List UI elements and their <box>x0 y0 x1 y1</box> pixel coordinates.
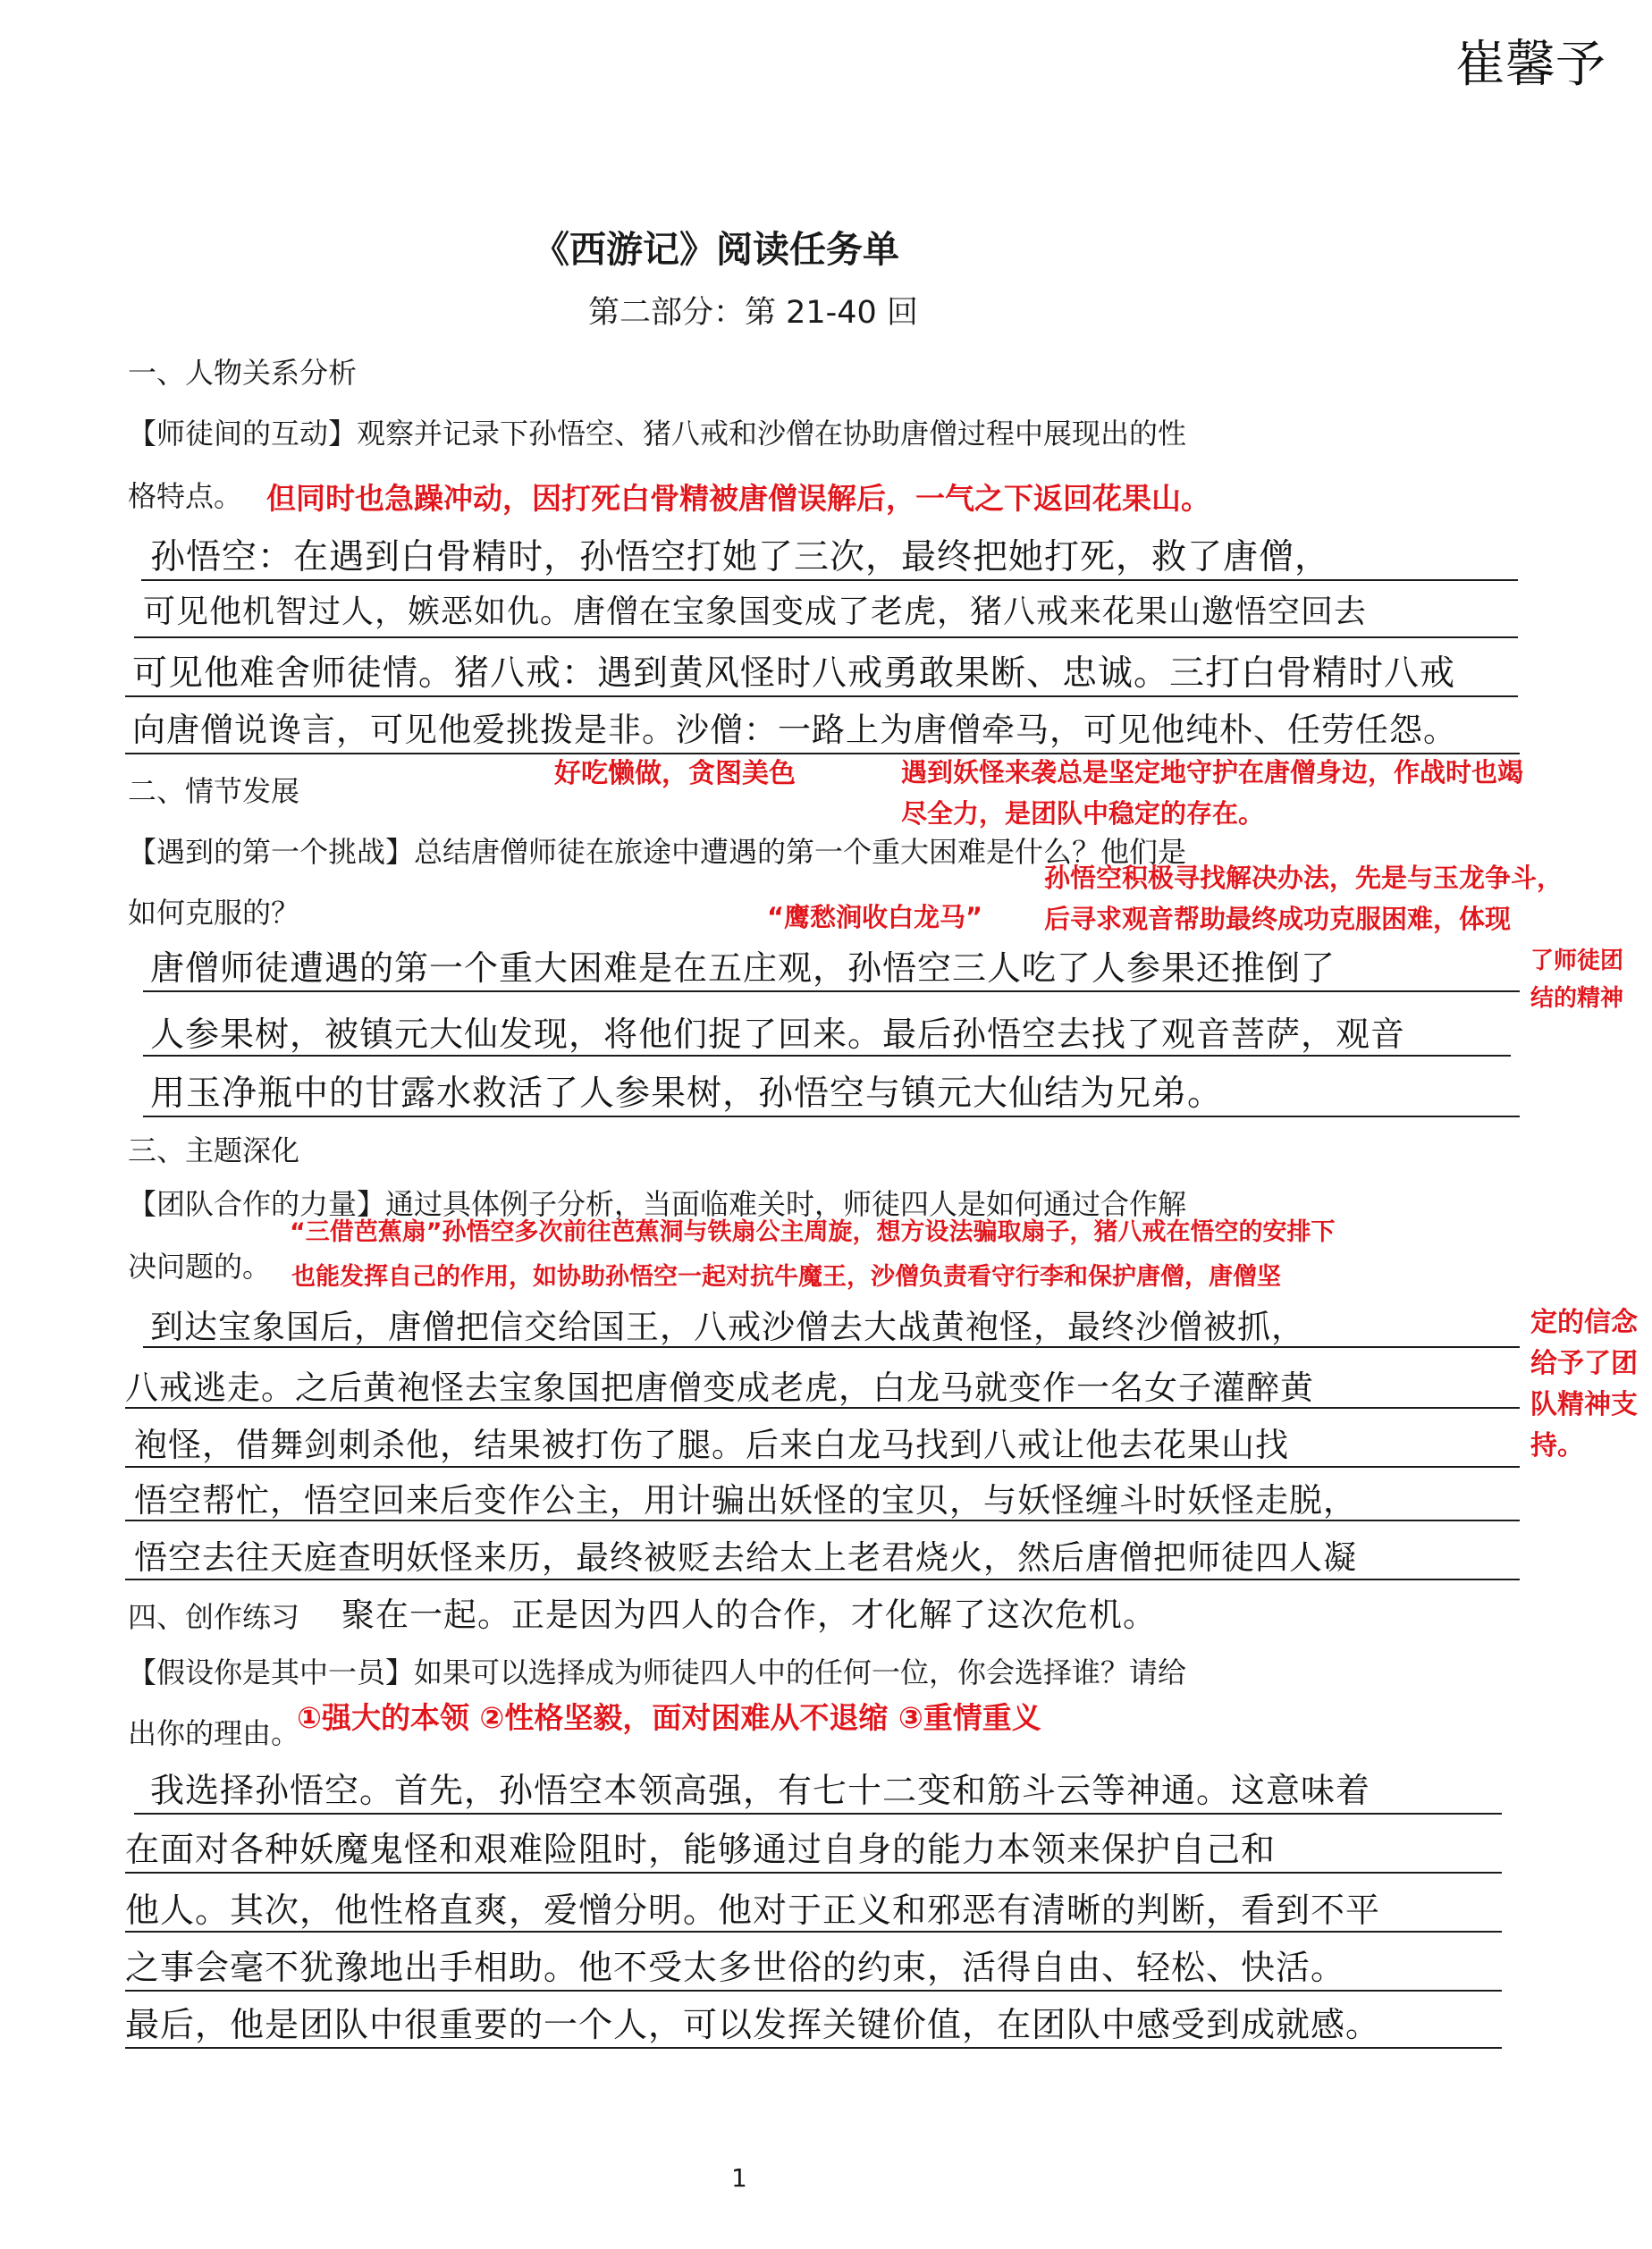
section3-answer-line5: 悟空去往天庭查明妖怪来历，最终被贬去给太上老君烧火，然后唐僧把师徒四人凝 <box>134 1538 1357 1577</box>
section4-red-note: ①强大的本领 ②性格坚毅，面对困难从不退缩 ③重情重义 <box>297 1700 1041 1735</box>
page-number: 1 <box>731 2163 747 2193</box>
section1-red-note-shaseng-1: 遇到妖怪来袭总是坚定地守护在唐僧身边，作战时也竭 <box>901 757 1524 788</box>
answer-rule <box>143 1346 1520 1348</box>
section1-answer-line2: 可见他机智过人，嫉恶如仇。唐僧在宝象国变成了老虎，猪八戒来花果山邀悟空回去 <box>143 594 1368 630</box>
section2-answer-line1: 唐僧师徒遭遇的第一个重大困难是在五庄观，孙悟空三人吃了人参果还推倒了 <box>150 948 1336 988</box>
section1-heading: 一、人物关系分析 <box>128 356 358 390</box>
section2-red-note-b: “鹰愁涧收白龙马” <box>767 902 983 932</box>
section3-answer-line1: 到达宝象国后，唐僧把信交给国王，八戒沙僧去大战黄袍怪，最终沙僧被抓， <box>150 1308 1305 1346</box>
section2-red-note-d2: 结的精神 <box>1530 985 1624 1012</box>
section4-answer-line4: 之事会毫不犹豫地出手相助。他不受太多世俗的约束，活得自由、轻松、快活。 <box>125 1948 1346 1987</box>
answer-rule <box>125 1931 1502 1933</box>
answer-rule <box>125 1990 1502 1992</box>
section1-question-line1: 【师徒间的互动】观察并记录下孙悟空、猪八戒和沙僧在协助唐僧过程中展现出的性 <box>128 417 1187 451</box>
section3-answer-line2: 八戒逃走。之后黄袍怪去宝象国把唐僧变成老虎，白龙马就变作一名女子灌醉黄 <box>125 1369 1314 1407</box>
answer-rule <box>143 990 1520 992</box>
section3-heading: 三、主题深化 <box>128 1133 300 1167</box>
answer-rule <box>125 1407 1520 1409</box>
page-subtitle: 第二部分：第 21-40 回 <box>588 295 918 331</box>
answer-rule <box>143 1116 1520 1117</box>
section1-red-note-shaseng-2: 尽全力，是团队中稳定的存在。 <box>901 798 1265 829</box>
answer-rule <box>125 1466 1520 1468</box>
page-title: 《西游记》阅读任务单 <box>533 228 899 271</box>
section2-red-note-a: 孙悟空积极寻找解决办法，先是与玉龙争斗， <box>1044 863 1564 893</box>
answer-rule <box>134 636 1518 638</box>
answer-rule <box>143 1055 1511 1057</box>
section3-red-note-side-4: 持。 <box>1530 1430 1584 1461</box>
section2-heading: 二、情节发展 <box>128 774 300 808</box>
section4-answer-line1: 我选择孙悟空。首先，孙悟空本领高强，有七十二变和筋斗云等神通。这意味着 <box>150 1771 1371 1810</box>
section2-question-line2: 如何克服的？ <box>128 896 300 930</box>
section3-red-note-1: “三借芭蕉扇”孙悟空多次前往芭蕉洞与铁扇公主周旋，想方设法骗取扇子，猪八戒在悟空的安排下 <box>290 1218 1336 1246</box>
section1-answer-line4: 向唐僧说谗言，可见他爱挑拨是非。沙僧：一路上为唐僧牵马，可见他纯朴、任劳任怨。 <box>132 711 1457 749</box>
answer-rule <box>125 1872 1502 1874</box>
section3-red-note-side-3: 队精神支 <box>1530 1389 1638 1420</box>
answer-rule <box>141 579 1518 581</box>
section1-answer-line1: 孙悟空：在遇到白骨精时，孙悟空打她了三次，最终把她打死，救了唐僧， <box>150 537 1331 577</box>
section4-question-line1: 【假设你是其中一员】如果可以选择成为师徒四人中的任何一位，你会选择谁？请给 <box>128 1655 1187 1689</box>
section3-red-note-side-2: 给予了团 <box>1530 1348 1638 1379</box>
section1-red-note-bajie: 好吃懒做，贪图美色 <box>554 758 796 789</box>
section3-question-line1: 【团队合作的力量】通过具体例子分析，当面临难关时，师徒四人是如何通过合作解 <box>128 1187 1187 1221</box>
answer-rule <box>125 1520 1520 1521</box>
section3-answer-line6: 聚在一起。正是因为四人的合作，才化解了这次危机。 <box>341 1596 1157 1634</box>
section3-red-note-2: 也能发挥自己的作用，如协助孙悟空一起对抗牛魔王，沙僧负责看守行李和保护唐僧，唐僧坚 <box>291 1263 1281 1291</box>
section2-red-note-d1: 了师徒团 <box>1530 948 1624 974</box>
answer-rule <box>134 1813 1502 1815</box>
section2-answer-line2: 人参果树，被镇元大仙发现，将他们捉了回来。最后孙悟空去找了观音菩萨，观音 <box>150 1015 1406 1054</box>
answer-rule <box>125 695 1518 697</box>
section1-question-line2: 格特点。 <box>128 479 243 513</box>
section1-answer-line3: 可见他难舍师徒情。猪八戒：遇到黄风怪时八戒勇敢果断、忠诚。三打白骨精时八戒 <box>132 653 1456 694</box>
answer-rule <box>125 1579 1520 1580</box>
section1-red-note-top: 但同时也急躁冲动，因打死白骨精被唐僧误解后，一气之下返回花果山。 <box>266 481 1210 516</box>
section4-answer-line3: 他人。其次，他性格直爽，爱憎分明。他对于正义和邪恶有清晰的判断，看到不平 <box>125 1891 1381 1930</box>
section2-red-note-c: 后寻求观音帮助最终成功克服困难，体现 <box>1044 904 1512 934</box>
section3-question-line2: 决问题的。 <box>128 1250 272 1284</box>
section2-question-line1: 【遇到的第一个挑战】总结唐僧师徒在旅途中遭遇的第一个重大困难是什么？他们是 <box>128 835 1187 869</box>
section3-red-note-side-1: 定的信念 <box>1530 1307 1638 1338</box>
answer-rule <box>125 2047 1502 2049</box>
section4-question-line2: 出你的理由。 <box>128 1716 300 1750</box>
section4-answer-line5: 最后，他是团队中很重要的一个人，可以发挥关键价值，在团队中感受到成就感。 <box>125 2005 1381 2044</box>
section3-answer-line4: 悟空帮忙，悟空回来后变作公主，用计骗出妖怪的宝贝，与妖怪缠斗时妖怪走脱， <box>134 1481 1357 1520</box>
section3-answer-line3: 袍怪，借舞剑刺杀他，结果被打伤了腿。后来白龙马找到八戒让他去花果山找 <box>134 1426 1289 1464</box>
section4-heading: 四、创作练习 <box>128 1600 300 1634</box>
student-signature: 崔馨予 <box>1455 36 1606 94</box>
section2-answer-line3: 用玉净瓶中的甘露水救活了人参果树，孙悟空与镇元大仙结为兄弟。 <box>150 1074 1224 1114</box>
section4-answer-line2: 在面对各种妖魔鬼怪和艰难险阻时，能够通过自身的能力本领来保护自己和 <box>125 1830 1277 1869</box>
